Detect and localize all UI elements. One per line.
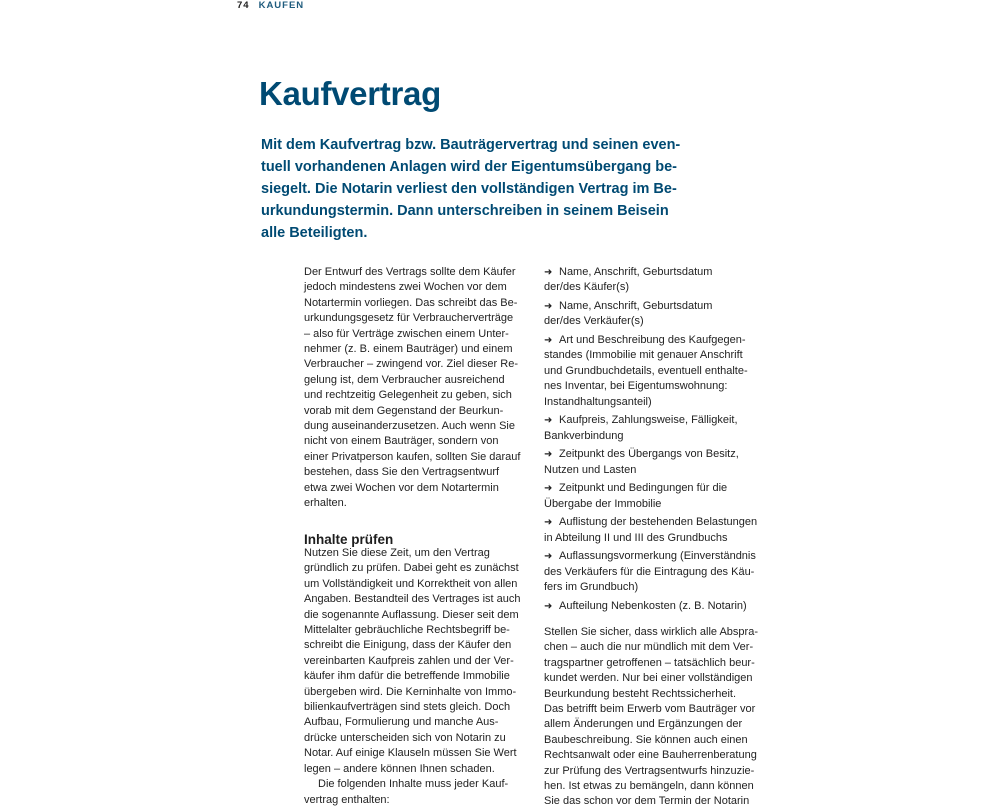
text-line: Der Entwurf des Vertrags sollte dem Käufer <box>304 266 516 278</box>
text-line: Das betrifft beim Erwerb vom Bauträger vor <box>544 703 756 716</box>
text-line: und rechtzeitig Gelegenheit zu geben, sich <box>304 389 512 402</box>
text-line: chen – auch die nur mündlich mit dem Ver- <box>544 641 754 654</box>
list-item-text: Name, Anschrift, Geburtsdatum <box>559 266 713 278</box>
lead-line: Mit dem Kaufvertrag bzw. Bauträgervertrag und seinen even- <box>261 137 681 153</box>
list-item-text: in Abteilung II und III des Grundbuchs <box>544 531 728 544</box>
text-line: einer Privatperson kaufen, sollten Sie darauf <box>304 450 521 463</box>
list-item <box>544 599 776 614</box>
arrow-right-icon: ➜ <box>544 483 553 495</box>
list-item <box>544 515 776 546</box>
list-item <box>544 481 776 512</box>
list-item-text: Bankverbindung <box>544 429 624 442</box>
text-line: erhalten. <box>304 497 347 510</box>
list-item-text: Auflistung der bestehenden Belastungen <box>559 516 758 529</box>
text-line: vereinbarten Kaufpreis zahlen und der Ver- <box>304 654 514 667</box>
text-line: Baubeschreibung. Sie können auch einen <box>544 733 748 746</box>
text-line: Rechtsanwalt oder eine Bauherrenberatung <box>544 749 757 762</box>
arrow-right-icon: ➜ <box>544 301 553 312</box>
list-item-text: Zeitpunkt und Bedingungen für die <box>559 482 728 495</box>
list-item-text: der/des Verkäufer(s) <box>544 315 644 328</box>
closing-paragraph <box>544 625 776 810</box>
text-line: Beurkundung besteht Rechtssicherheit. <box>544 687 737 700</box>
text-line: Sie das schon vor dem Termin der Notarin <box>544 795 750 808</box>
list-item-text: der/des Käufer(s) <box>544 281 629 294</box>
text-line: Aufbau, Formulierung und manche Aus- <box>304 716 499 729</box>
text-line: kundet werden. Nur bei einer vollständigen <box>544 672 753 685</box>
arrow-right-icon: ➜ <box>544 600 553 612</box>
arrow-right-icon: ➜ <box>544 551 553 563</box>
text-line: käufer ihm dafür die betreffende Immobilie <box>304 670 510 683</box>
text-line: Stellen Sie sicher, dass wirklich alle Abspra- <box>544 626 758 638</box>
page-number: 74 <box>237 0 250 11</box>
section-heading: Inhalte prüfen <box>304 532 394 547</box>
list-item-text: Übergabe der Immobilie <box>544 497 662 510</box>
text-line: allem Änderungen und Ergänzungen der <box>544 718 743 731</box>
text-line: vorab mit dem Gegenstand der Beurkun- <box>304 404 504 417</box>
text-line: etwa zwei Wochen vor dem Notartermin <box>304 481 499 494</box>
list-item <box>544 333 776 410</box>
lead-line: tuell vorhandenen Anlagen wird der Eigentumsübergang be- <box>261 159 677 175</box>
text-line: schreibt die Einigung, dass der Käufer den <box>304 639 512 652</box>
text-line: dung auseinanderzusetzen. Auch wenn Sie <box>304 420 515 433</box>
arrow-right-icon: ➜ <box>544 449 553 461</box>
contents-bullet-list <box>544 265 776 617</box>
lead-line: alle Beteiligten. <box>261 225 368 241</box>
text-line: übergeben wird. Die Kerninhalte von Immo- <box>304 685 517 698</box>
text-line: bilienkaufverträgen sind stets gleich. Doch <box>304 701 511 714</box>
list-item <box>544 265 776 296</box>
running-head-section: KAUFEN <box>258 0 305 11</box>
list-item-text: Aufteilung Nebenkosten (z. B. Notarin) <box>559 599 747 612</box>
arrow-right-icon: ➜ <box>544 517 553 529</box>
list-item-text: Nutzen und Lasten <box>544 463 637 476</box>
list-item-text: Auflassungsvormerkung (Einverständnis <box>559 550 756 563</box>
text-line: um Vollständigkeit und Korrektheit von allen <box>304 577 518 590</box>
text-line: jedoch mindestens zwei Wochen vor dem <box>304 281 507 294</box>
text-line: hen. Ist etwas zu bemängeln, dann können <box>544 780 754 793</box>
text-line: Angaben. Bestandteil des Vertrages ist auch <box>304 593 521 606</box>
text-line: – also für Verträge zwischen einem Unter- <box>304 327 509 340</box>
text-line: urkundungsgesetz für Verbraucherverträge <box>304 312 514 325</box>
text-line: Notar. Auf einige Klauseln müssen Sie Wert <box>304 747 517 760</box>
text-line: vertrag enthalten: <box>304 793 390 806</box>
arrow-right-icon: ➜ <box>544 335 553 346</box>
running-head <box>237 0 304 11</box>
text-line: nehmer (z. B. einem Bauträger) und einem <box>304 343 513 356</box>
list-item <box>544 299 776 330</box>
list-item-text: des Verkäufers für die Eintragung des Käu- <box>544 565 755 578</box>
text-line: tragspartner getroffenen – tatsächlich beur- <box>544 656 755 669</box>
text-line: Notartermin vorliegen. Das schreibt das Be- <box>304 296 518 309</box>
page-title: Kaufvertrag <box>259 75 441 112</box>
text-line: Verbraucher – zwingend vor. Ziel dieser Re- <box>304 358 518 371</box>
list-item-text: Instandhaltungsanteil) <box>544 395 652 408</box>
text-line: Die folgenden Inhalte muss jeder Kauf- <box>318 778 509 791</box>
text-line: zur Prüfung des Vertragsentwurfs hinzuzie- <box>544 764 755 777</box>
text-line: gründlich zu prüfen. Dabei geht es zunächst <box>304 562 519 575</box>
text-line: Mittelalter gebräuchliche Rechtsbegriff be- <box>304 624 510 637</box>
list-item-text: standes (Immobilie mit genauer Anschrift <box>544 349 743 362</box>
text-line: gelung ist, dem Verbraucher ausreichend <box>304 373 505 386</box>
list-item <box>544 549 776 595</box>
lead-line: urkundungstermin. Dann unterschreiben in seinem Beisein <box>261 203 669 219</box>
lead-line: siegelt. Die Notarin verliest den vollständigen Vertrag im Be- <box>261 181 677 197</box>
list-item <box>544 413 776 444</box>
list-item-text: nes Inventar, bei Eigentumswohnung: <box>544 380 728 393</box>
lead-paragraph <box>261 134 691 244</box>
list-item-text: Name, Anschrift, Geburtsdatum <box>559 300 713 312</box>
text-line: Nutzen Sie diese Zeit, um den Vertrag <box>304 547 490 559</box>
text-line: legen – andere können Ihnen schaden. <box>304 762 495 775</box>
list-item-text: Art und Beschreibung des Kaufgegen- <box>559 334 746 346</box>
list-item-text: Zeitpunkt des Übergangs von Besitz, <box>559 448 739 461</box>
list-item-text: und Grundbuchdetails, eventuell enthalte- <box>544 364 748 377</box>
arrow-right-icon: ➜ <box>544 267 553 278</box>
list-item-text: Kaufpreis, Zahlungsweise, Fälligkeit, <box>559 414 738 427</box>
list-item-text: fers im Grundbuch) <box>544 581 639 594</box>
intro-paragraph <box>304 265 532 512</box>
section-paragraph <box>304 546 532 808</box>
text-line: bestehen, dass Sie den Vertragsentwurf <box>304 466 500 479</box>
arrow-right-icon: ➜ <box>544 415 553 427</box>
text-line: drücke unterscheiden sich von Notarin zu <box>304 731 506 744</box>
text-line: nicht von einem Bauträger, sondern von <box>304 435 499 448</box>
text-line: die sogenannte Auflassung. Dieser seit dem <box>304 608 519 621</box>
list-item <box>544 447 776 478</box>
